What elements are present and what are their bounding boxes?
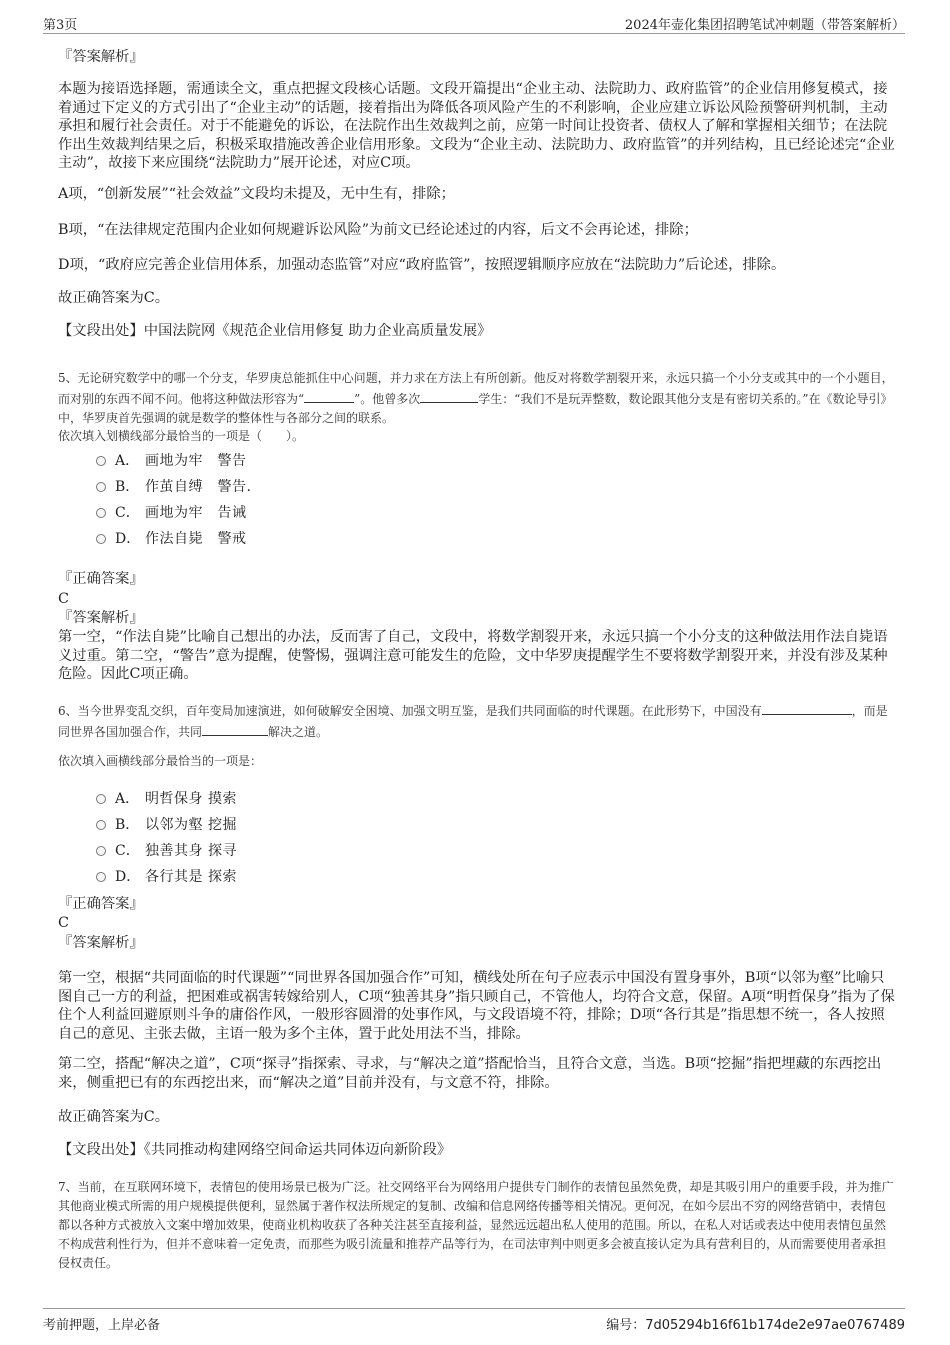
q4-conclusion: 故正确答案为C。	[58, 290, 170, 306]
radio-icon[interactable]	[96, 794, 106, 804]
header-title: 2024年壶化集团招聘笔试冲刺题（带答案解析）	[624, 18, 905, 33]
q6-jiexi-para-2: 第二空，搭配“解决之道”，C项“探寻”指探索、寻求，与“解决之道”搭配恰当，且符合文意，当选。B项“挖掘”指把埋藏的东西挖出来，侧重把已有的东西挖出来，而“解决之道”目前并没有，与文意不符，排除。	[58, 1056, 882, 1091]
radio-icon[interactable]	[96, 482, 106, 492]
q4-jiexi-para: 本题为接语选择题，需通读全文，重点把握文段核心话题。文段开篇提出“企业主动、法院助力、政府监管”的企业信用修复模式，接着通过下定义的方式引出了“企业主动”的话题，接着指出为降低各项风险产生的不利影响，企业应建立诉讼风险预警研判机制，主动承担和履行社会责任。对于不能避免的诉讼，在法院作出生效裁判之前，应第一时间让投资者、债权人了解和掌握相关细节；在法院作出生效裁判结果之后，积极采取措施改善企业信用形象。文段为“企业主动、法院助力、政府监管”的并列结构，且已经论述完“企业主动”，故接下来应围绕“法院助力”展开论述，对应C项。	[58, 81, 895, 171]
q6-option-a[interactable]: A． 明哲保身 摸索	[96, 790, 237, 808]
q6-source: 【文段出处】《共同推动构建网络空间命运共同体迈向新阶段》	[58, 1142, 452, 1158]
radio-icon[interactable]	[96, 534, 106, 544]
header-page-number: 第3页	[43, 18, 78, 33]
q7-stem: 7、当前，在互联网环境下，表情包的使用场景已极为广泛。社交网络平台为网络用户提供专门制作的表情包虽然免费，却是其吸引用户的重要手段，并为推广其他商业模式所需的用户规模提供便利，显然属于著作权法所规定的复制、改编和信息网络传播等相关情况。更何况，在如今层出不穷的网络营销中，表情包都以各种方式被放入文案中增加效果，使商业机构收获了各种关注甚至直接利益，显然远远超出私人使用的范围。所以，在私人对话或表达中使用表情包虽然不构成营利性行为，但并不意味着一定免责，而那些为吸引流量和推荐产品等行为，在司法审判中则更多会被直接认定为具有营利目的，从而需要使用者承担侵权责任。	[58, 1180, 894, 1270]
footer-slogan: 考前押题，上岸必备	[43, 1318, 161, 1333]
footer-divider	[43, 1308, 905, 1309]
q5-jiexi-label: 『答案解析』	[58, 610, 144, 626]
q5-blank-1	[304, 388, 354, 403]
radio-icon[interactable]	[96, 456, 106, 466]
q5-option-c[interactable]: C． 画地为牢 告诫	[96, 504, 247, 522]
q6-blank-2	[202, 721, 268, 736]
q5-option-a[interactable]: A． 画地为牢 警告	[96, 452, 247, 470]
q6-jiexi-para-1: 第一空，根据“共同面临的时代课题”“同世界各国加强合作”可知，横线处所在句子应表示中国没有置身事外，B项“以邻为壑”比喻只图自己一方的利益，把困难或祸害转嫁给别人，C项“独善其身”指只顾自己，不管他人，均符合文意，保留。A项“明哲保身”指为了保住个人利益回避原则斗争的庸俗作风，一般形容圆滑的处事作风，与文段语境不符，排除；D项“各行其是”指思想不统一，各人按照自己的意见、主张去做，主语一般为多个主体，置于此处用法不当，排除。	[58, 970, 895, 1042]
header-divider	[43, 33, 905, 34]
q6-option-c[interactable]: C． 独善其身 探寻	[96, 842, 237, 860]
radio-icon[interactable]	[96, 508, 106, 518]
q5-stem: 5、无论研究数学中的哪一个分支，华罗庚总能抓住中心问题，并力求在方法上有所创新。他反对将数学割裂开来，永远只搞一个小分支或其中的一个小题目，而对别的东西不闻不问。他将这种做法形容为“ ”。他曾多次 学生：“我们不是玩弄整数，数论跟其他分支是有密切关系的。”在《数论导引》中，华罗庚首先强调的就是数学的整体性与各部分之间的联系。	[58, 371, 894, 425]
q5-option-b[interactable]: B． 作茧自缚 警告.	[96, 478, 251, 496]
q5-jiexi: 第一空，“作法自毙”比喻自己想出的办法，反而害了自己，文段中，将数学割裂开来，永远只搞一个小分支的这种做法用作法自毙语义过重。第二空，“警告”意为提醒，使警惕，强调注意可能发生的危险，文中华罗庚提醒学生不要将数学割裂开来，并没有涉及某种危险。因此C项正确。	[58, 629, 888, 682]
q4-jiexi-label: 『答案解析』	[58, 49, 144, 65]
radio-icon[interactable]	[96, 846, 106, 856]
q5-answer-label: 『正确答案』	[58, 571, 144, 587]
q6-option-b[interactable]: B． 以邻为壑 挖掘	[96, 816, 237, 834]
q6-option-d[interactable]: D． 各行其是 探索	[96, 868, 237, 886]
q5-option-d[interactable]: D． 作法自毙 警戒	[96, 530, 247, 548]
q6-answer-label: 『正确答案』	[58, 896, 144, 912]
q5-blank-2	[420, 388, 478, 403]
q4-option-b-analysis: B项，“在法律规定范围内企业如何规避诉讼风险”为前文已经论述过的内容，后文不会再论述，排除；	[58, 222, 698, 238]
q5-answer: C	[58, 591, 69, 607]
footer-code: 编号：7d05294b16f61b174de2e97ae0767489	[606, 1318, 905, 1333]
q6-jiexi-label: 『答案解析』	[58, 935, 144, 951]
q4-option-a-analysis: A项，“创新发展”“社会效益”文段均未提及，无中生有，排除；	[58, 186, 455, 202]
q6-blank-1	[762, 700, 852, 715]
q5-prompt: 依次填入划横线部分最恰当的一项是（ ）。	[58, 429, 305, 443]
radio-icon[interactable]	[96, 820, 106, 830]
q6-stem: 6、当今世界变乱交织，百年变局加速演进，如何破解安全困境、加强文明互鉴，是我们共同面临的时代课题。在此形势下，中国没有 ，而是同世界各国加强合作，共同 解决之道。	[58, 700, 896, 742]
q4-option-d-analysis: D项，“政府应完善企业信用体系，加强动态监管”对应“政府监管”，按照逻辑顺序应放在“法院助力”后论述，排除。	[58, 257, 786, 273]
q4-source: 【文段出处】中国法院网《规范企业信用修复 助力企业高质量发展》	[58, 323, 492, 339]
q6-answer: C	[58, 915, 69, 931]
radio-icon[interactable]	[96, 872, 106, 882]
q6-conclusion: 故正确答案为C。	[58, 1109, 170, 1125]
q6-prompt: 依次填入画横线部分最恰当的一项是：	[58, 754, 263, 768]
